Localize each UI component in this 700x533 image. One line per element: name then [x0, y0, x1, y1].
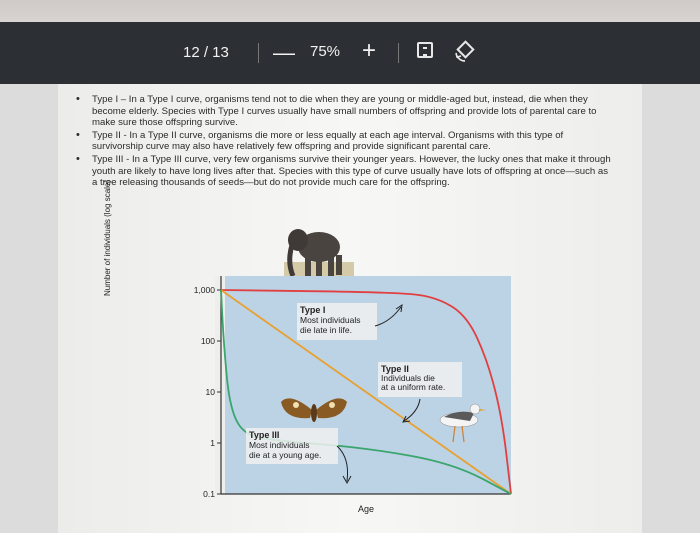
bullet-type-1: • Type I – In a Type I curve, organisms tend not to die when they are young or middle-aged but, instead, die when they become elderly. Species with Type I curves usually have small numbers of offspring and provide lots of parental care to make sure those offspring survive. — [76, 94, 616, 129]
y-axis-label: Number of individuals (log scale) — [103, 179, 112, 296]
zoom-in-button[interactable]: + — [362, 37, 377, 64]
bullet-type-2: • Type II - In a Type II curve, organisms die more or less equally at each age interval. Organisms with this type of survivorship curve may also have relatively few offspring and provide significant parental care. — [76, 130, 616, 153]
annotation-type-2-line2: at a uniform rate. — [381, 382, 446, 392]
y-tick-label: 1 — [210, 438, 215, 448]
page-indicator[interactable]: 12 / 13 — [183, 44, 229, 61]
annotation-type-3-title: Type III — [249, 430, 280, 440]
bullet-type-3: • Type III - In a Type III curve, very few organisms survive their younger years. However, the lucky ones that make it through youth are likely to have long lives after that. Species with this type of curve usually have lots of offspring at once—such as a tree releasing thousands of seeds—but do not provide much care for the offspring. — [76, 154, 616, 189]
annotation-type-1-line2: die late in life. — [300, 325, 352, 335]
annotation-type-2-line1: Individuals die — [381, 373, 435, 383]
zoom-level: 75% — [310, 43, 341, 60]
annotation-type-1-line1: Most individuals — [300, 315, 361, 325]
y-tick-label: 100 — [200, 336, 215, 346]
annotation-type-3-line1: Most individuals — [249, 440, 310, 450]
y-tick-label: 1,000 — [193, 285, 215, 295]
y-tick-label: 0.1 — [203, 489, 215, 499]
annotation-type-3-line2: die at a young age. — [249, 450, 322, 460]
zoom-out-button[interactable]: — — [273, 40, 295, 65]
y-tick-label: 10 — [205, 387, 215, 397]
x-axis-label: Age — [357, 504, 375, 514]
elephant-icon — [284, 229, 354, 284]
annotation-type-2-title: Type II — [381, 364, 409, 374]
annotation-type-1-title: Type I — [300, 305, 326, 315]
